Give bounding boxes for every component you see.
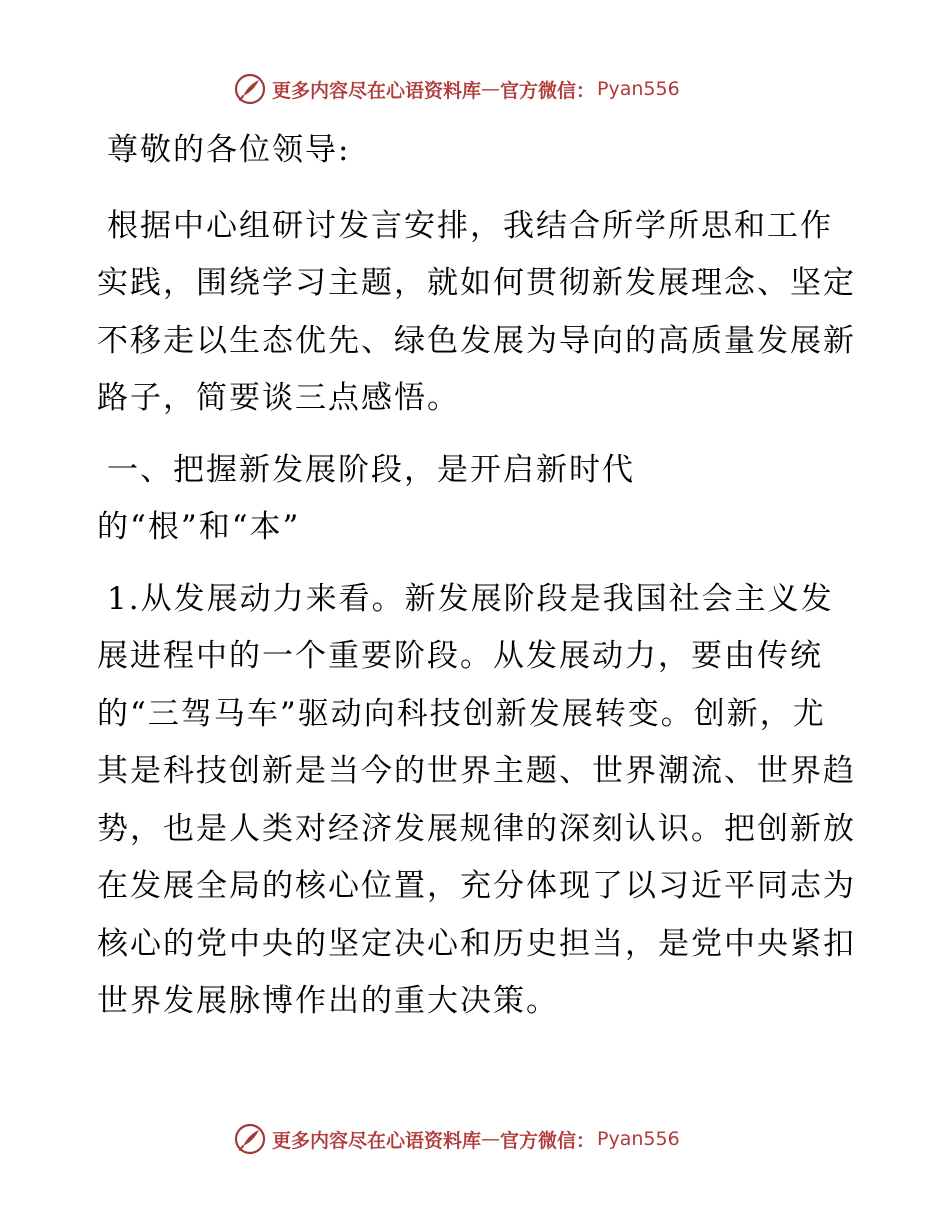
document-body	[97, 122, 857, 1031]
intro-paragraph: 根据中心组研讨发言安排，我结合所学所思和工作实践，围绕学习主题，就如何贯彻新发展理念、坚定不移走以生态优先、绿色发展为导向的高质量发展新路子，简要谈三点感悟。	[97, 207, 856, 416]
watermark-header	[234, 71, 754, 107]
watermark-label: 官方微信：	[500, 1129, 596, 1152]
watermark-separator: —	[481, 1128, 501, 1150]
watermark-wechat-id: Pyan556	[597, 78, 680, 100]
watermark-separator: —	[481, 78, 501, 100]
watermark-footer	[234, 1121, 754, 1157]
salutation: 尊敬的各位领导:	[107, 132, 351, 168]
feather-pen-logo-icon	[234, 1123, 266, 1155]
feather-pen-logo-icon	[234, 73, 266, 105]
section-1-paragraph-1: 1.从发展动力来看。新发展阶段是我国社会主义发展进程中的一个重要阶段。从发展动力，要由传统的“三驾马车”驱动向科技创新发展转变。创新，尤其是科技创新是当今的世界主题、世界潮流、世界趋势，也是人类对经济发展规律的深刻认识。把创新放在发展全局的核心位置，充分体现了以习近平同志为核心的党中央的坚定决心和历史担当，是党中央紧扣世界发展脉博作出的重大决策。	[97, 580, 856, 1019]
watermark-wechat-id: Pyan556	[597, 1128, 680, 1150]
watermark-main-text: 更多内容尽在心语资料库	[272, 79, 482, 102]
watermark-label: 官方微信：	[500, 79, 596, 102]
section-heading-1: 一、把握新发展阶段，是开启新时代的“根”和“本”	[97, 451, 635, 545]
watermark-main-text: 更多内容尽在心语资料库	[272, 1129, 482, 1152]
